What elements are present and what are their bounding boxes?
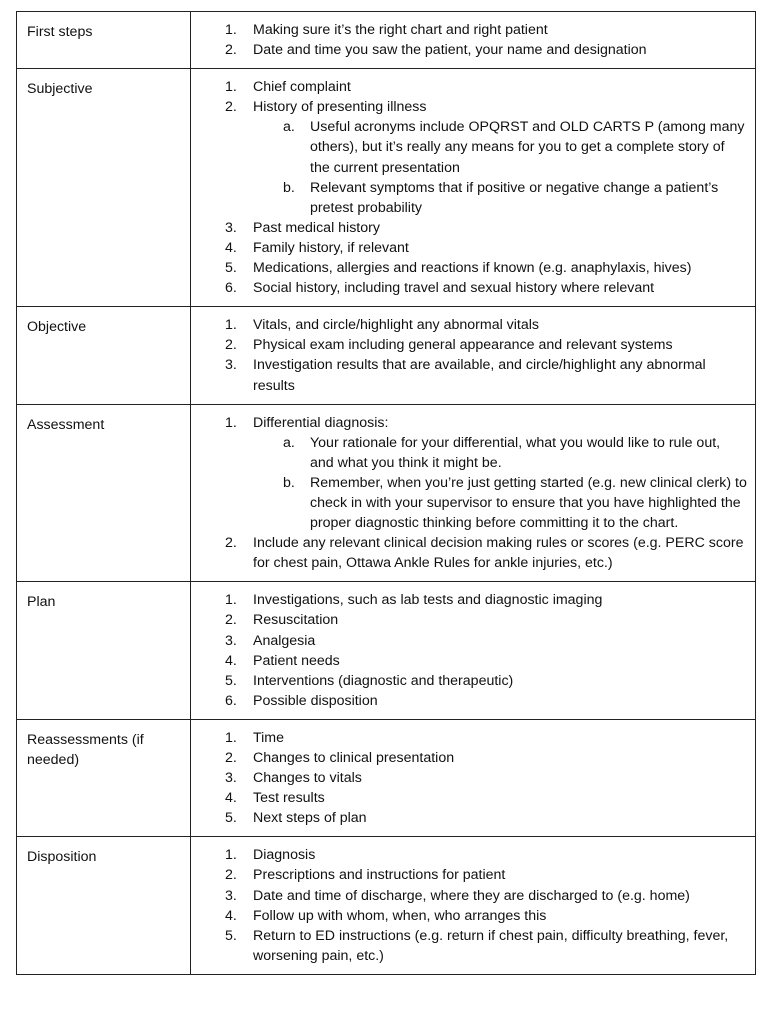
table-row bbox=[17, 404, 756, 582]
list-number: 3. bbox=[225, 219, 237, 236]
list-item-text: Analgesia bbox=[253, 632, 316, 649]
list-item bbox=[191, 671, 747, 691]
list-number: 3. bbox=[225, 357, 237, 374]
list-item-text: Diagnosis bbox=[253, 847, 316, 864]
section-body bbox=[191, 582, 756, 720]
list-item bbox=[191, 355, 747, 395]
section-label: Subjective bbox=[17, 69, 191, 307]
table-row bbox=[17, 307, 756, 404]
list-number: 2. bbox=[225, 535, 237, 552]
list-item bbox=[191, 788, 747, 808]
sub-list-item-text: Relevant symptoms that if positive or negative change a patient’s pretest probability bbox=[310, 179, 719, 216]
numbered-list bbox=[191, 20, 747, 60]
list-item-text: Test results bbox=[253, 790, 325, 807]
sub-list-letter: a. bbox=[283, 434, 295, 451]
soap-note-table bbox=[16, 11, 756, 975]
list-item-text: Past medical history bbox=[253, 219, 380, 236]
numbered-list bbox=[191, 728, 747, 828]
list-item bbox=[191, 335, 747, 355]
list-item bbox=[191, 651, 747, 671]
sub-list bbox=[253, 433, 747, 533]
list-item-text: Medications, allergies and reactions if known (e.g. anaphylaxis, hives) bbox=[253, 260, 692, 277]
table-body bbox=[17, 12, 756, 975]
sub-list-item bbox=[253, 473, 747, 533]
list-item-text: Changes to vitals bbox=[253, 770, 362, 787]
list-item bbox=[191, 610, 747, 630]
list-number: 5. bbox=[225, 672, 237, 689]
numbered-list bbox=[191, 315, 747, 395]
section-body bbox=[191, 719, 756, 836]
list-number: 1. bbox=[225, 847, 237, 864]
list-item-text: Chief complaint bbox=[253, 79, 351, 96]
list-item-text: Differential diagnosis: bbox=[253, 414, 389, 431]
table-row bbox=[17, 837, 756, 975]
table-row bbox=[17, 69, 756, 307]
list-item bbox=[191, 97, 747, 218]
list-item-text: Changes to clinical presentation bbox=[253, 750, 455, 766]
table-row bbox=[17, 719, 756, 836]
list-number: 1. bbox=[225, 317, 237, 334]
list-item bbox=[191, 533, 747, 573]
list-item bbox=[191, 808, 747, 828]
section-label: Assessment bbox=[17, 404, 191, 582]
list-number: 4. bbox=[225, 790, 237, 807]
numbered-list bbox=[191, 845, 747, 966]
list-item bbox=[191, 748, 747, 768]
section-body bbox=[191, 12, 756, 69]
list-number: 1. bbox=[225, 592, 237, 609]
list-item bbox=[191, 906, 747, 926]
list-item bbox=[191, 691, 747, 711]
list-number: 1. bbox=[225, 22, 237, 38]
list-number: 2. bbox=[225, 42, 237, 59]
list-item-text: Time bbox=[253, 729, 285, 746]
list-item-text: Include any relevant clinical decision making rules or scores (e.g. PERC score for chest pain, Ottawa Ankle Rules for ankle injuries, etc.) bbox=[253, 535, 744, 572]
list-item bbox=[191, 413, 747, 534]
sub-list-item bbox=[253, 117, 747, 177]
numbered-list bbox=[191, 413, 747, 574]
list-item-text: History of presenting illness bbox=[253, 99, 427, 116]
list-number: 3. bbox=[225, 632, 237, 649]
table-row bbox=[17, 12, 756, 69]
sub-list-item-text: Remember, when you’re just getting started (e.g. new clinical clerk) to check in with your supervisor to ensure that you have highlighted the proper diagnostic thinking before committing it to the chart. bbox=[310, 474, 747, 532]
sub-list bbox=[253, 117, 747, 217]
list-item bbox=[191, 40, 747, 60]
list-number: 1. bbox=[225, 414, 237, 431]
list-item-text: Prescriptions and instructions for patient bbox=[253, 867, 506, 884]
section-body bbox=[191, 307, 756, 404]
list-item bbox=[191, 886, 747, 906]
list-item bbox=[191, 258, 747, 278]
list-number: 3. bbox=[225, 770, 237, 787]
section-body bbox=[191, 837, 756, 975]
list-item-text: Date and time of discharge, where they are discharged to (e.g. home) bbox=[253, 887, 690, 904]
list-number: 1. bbox=[225, 729, 237, 746]
list-number: 5. bbox=[225, 260, 237, 277]
list-item-text: Investigation results that are available, and circle/highlight any abnormal results bbox=[253, 357, 706, 394]
sub-list-letter: a. bbox=[283, 119, 295, 136]
list-item-text: Making sure it’s the right chart and right patient bbox=[253, 22, 548, 38]
list-item bbox=[191, 20, 747, 40]
list-number: 2. bbox=[225, 99, 237, 116]
section-label: First steps bbox=[17, 12, 191, 69]
list-item bbox=[191, 865, 747, 885]
list-number: 4. bbox=[225, 652, 237, 669]
section-label: Disposition bbox=[17, 837, 191, 975]
list-item bbox=[191, 926, 747, 966]
list-item-text: Return to ED instructions (e.g. return if chest pain, difficulty breathing, fever, worsening pain, etc.) bbox=[253, 927, 729, 964]
list-item bbox=[191, 590, 747, 610]
list-item bbox=[191, 278, 747, 298]
list-item-text: Physical exam including general appearance and relevant systems bbox=[253, 337, 673, 354]
list-number: 6. bbox=[225, 280, 237, 297]
list-item bbox=[191, 845, 747, 865]
list-item-text: Interventions (diagnostic and therapeutic) bbox=[253, 672, 514, 689]
list-item-text: Next steps of plan bbox=[253, 810, 367, 827]
list-item bbox=[191, 768, 747, 788]
list-item-text: Resuscitation bbox=[253, 612, 339, 629]
list-item-text: Possible disposition bbox=[253, 692, 378, 709]
list-item bbox=[191, 218, 747, 238]
list-item-text: Follow up with whom, when, who arranges this bbox=[253, 907, 547, 924]
list-item-text: Investigations, such as lab tests and diagnostic imaging bbox=[253, 592, 603, 609]
list-item bbox=[191, 728, 747, 748]
section-label: Plan bbox=[17, 582, 191, 720]
list-number: 4. bbox=[225, 239, 237, 256]
list-number: 5. bbox=[225, 927, 237, 944]
sub-list-item-text: Your rationale for your differential, what you would like to rule out, and what you think it might be. bbox=[310, 434, 721, 471]
list-number: 4. bbox=[225, 907, 237, 924]
sub-list-letter: b. bbox=[283, 179, 295, 196]
numbered-list bbox=[191, 77, 747, 298]
numbered-list bbox=[191, 590, 747, 711]
list-item bbox=[191, 238, 747, 258]
section-body bbox=[191, 404, 756, 582]
section-label: Objective bbox=[17, 307, 191, 404]
list-item-text: Date and time you saw the patient, your name and designation bbox=[253, 42, 647, 59]
list-number: 2. bbox=[225, 867, 237, 884]
list-item bbox=[191, 77, 747, 97]
list-item bbox=[191, 315, 747, 335]
sub-list-item bbox=[253, 178, 747, 218]
list-number: 2. bbox=[225, 750, 237, 766]
list-number: 6. bbox=[225, 692, 237, 709]
list-number: 3. bbox=[225, 887, 237, 904]
sub-list-item-text: Useful acronyms include OPQRST and OLD CARTS P (among many others), but it’s really any means for you to get a complete story of the current presentation bbox=[310, 119, 745, 176]
list-item bbox=[191, 631, 747, 651]
list-item-text: Vitals, and circle/highlight any abnormal vitals bbox=[253, 317, 540, 334]
sub-list-letter: b. bbox=[283, 474, 295, 491]
sub-list-item bbox=[253, 433, 747, 473]
list-item-text: Family history, if relevant bbox=[253, 239, 409, 256]
section-body bbox=[191, 69, 756, 307]
list-number: 2. bbox=[225, 612, 237, 629]
table-row bbox=[17, 582, 756, 720]
list-number: 1. bbox=[225, 79, 237, 96]
list-item-text: Social history, including travel and sexual history where relevant bbox=[253, 280, 655, 297]
list-number: 2. bbox=[225, 337, 237, 354]
list-number: 5. bbox=[225, 810, 237, 827]
section-label: Reassessments (if needed) bbox=[17, 719, 191, 836]
list-item-text: Patient needs bbox=[253, 652, 340, 669]
